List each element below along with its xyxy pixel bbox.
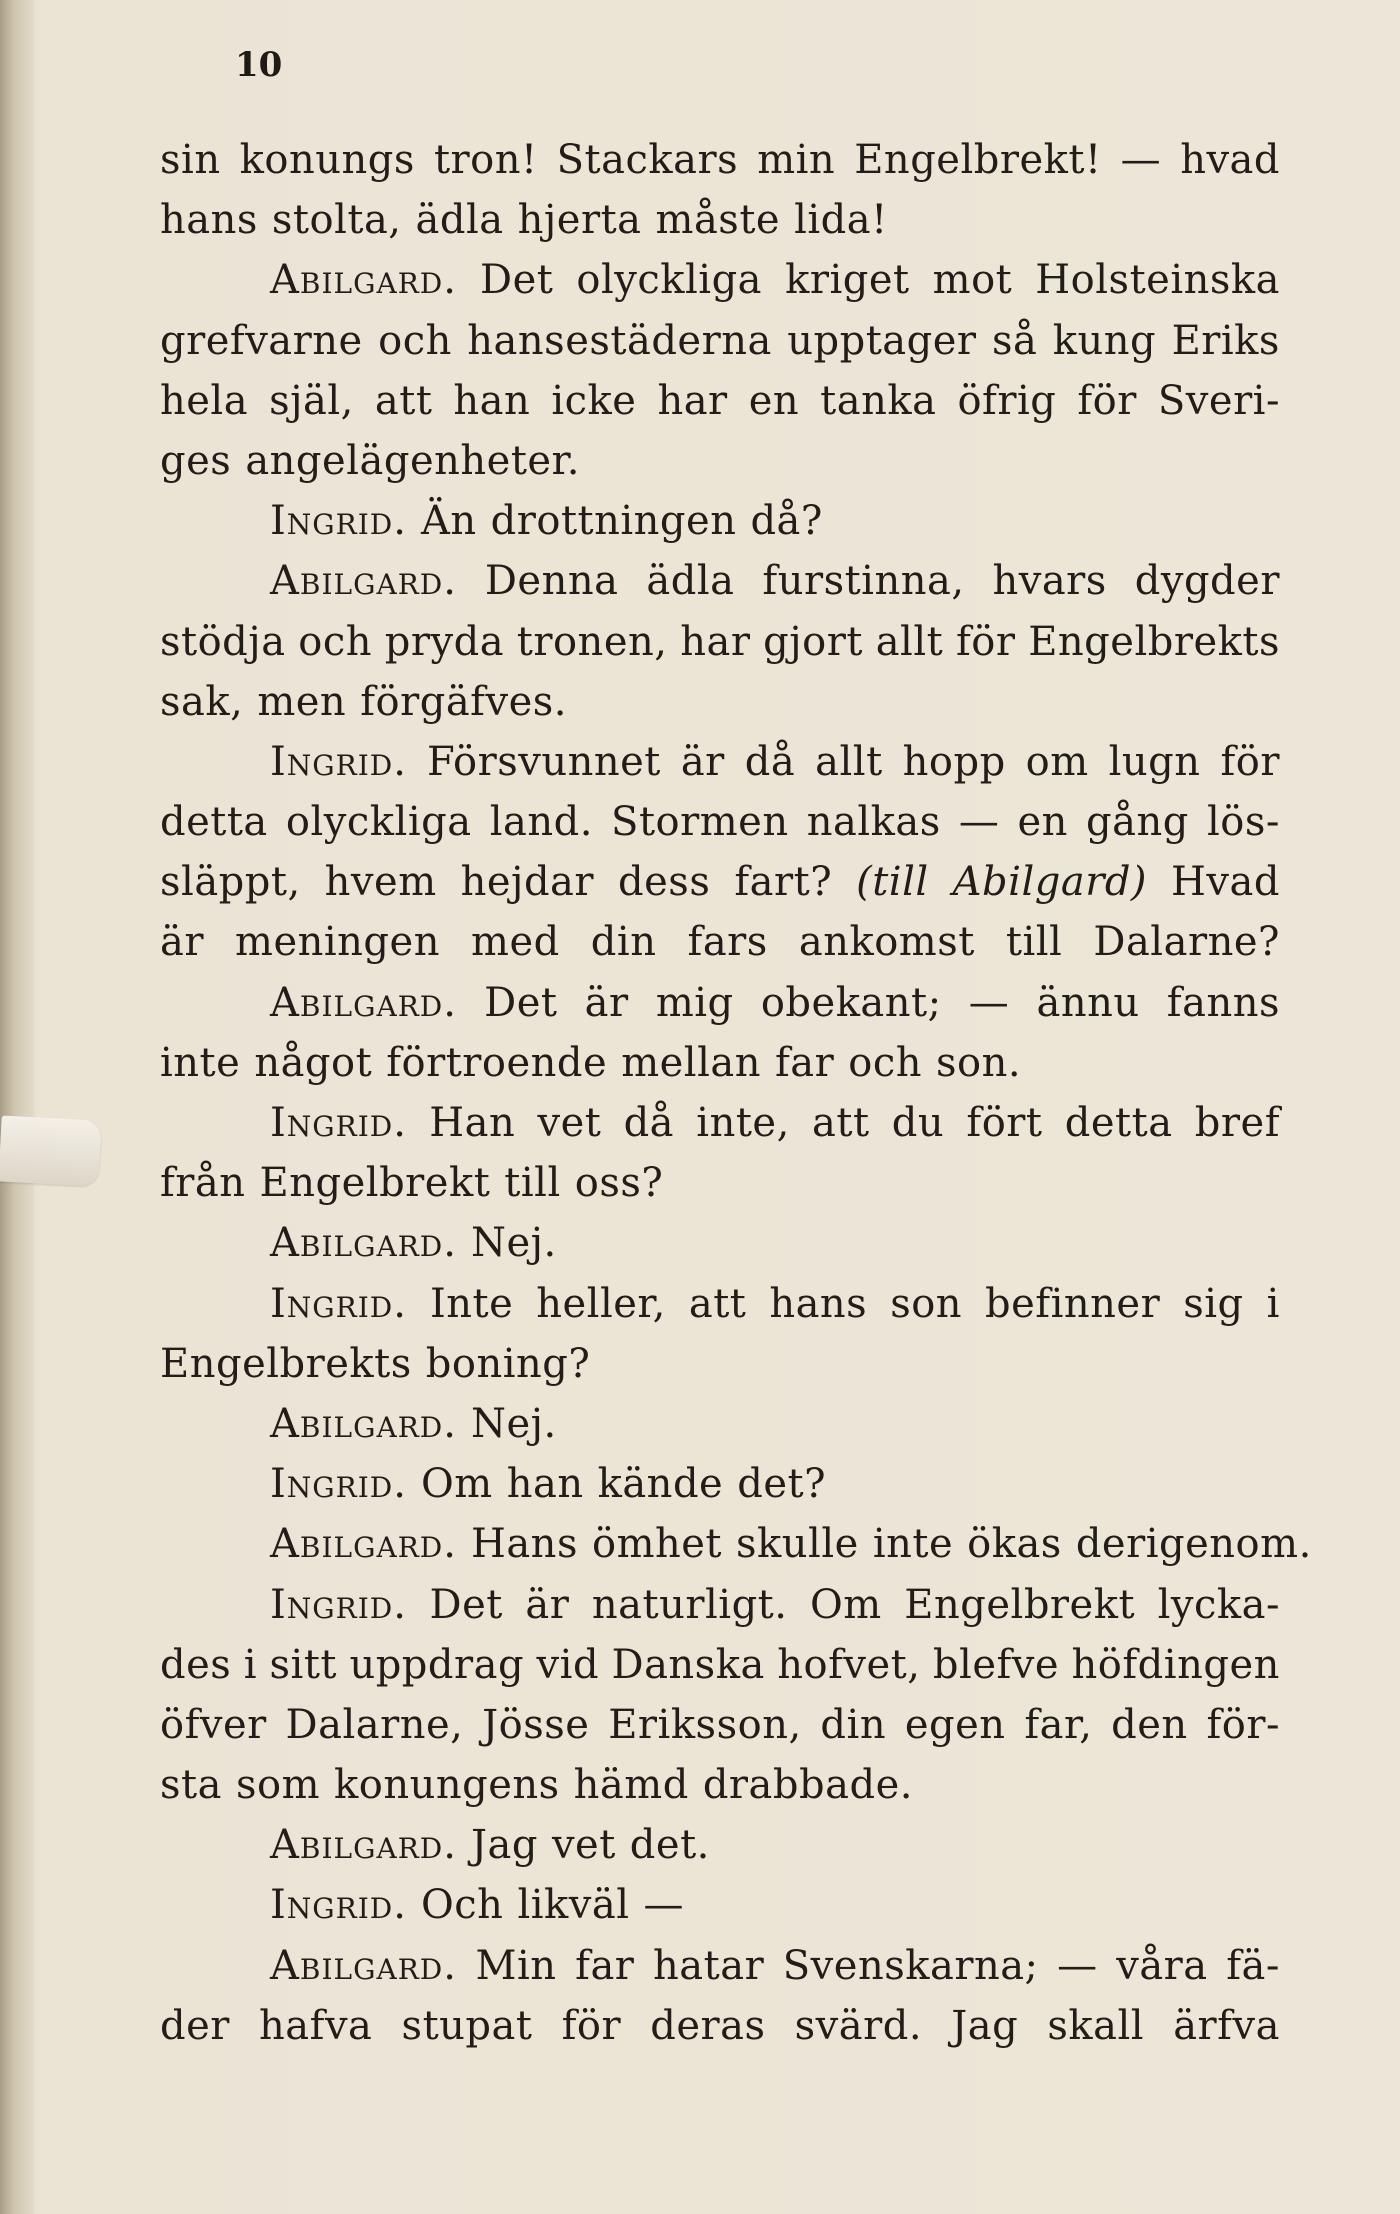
word: hela bbox=[160, 377, 249, 424]
word: fart? bbox=[734, 859, 833, 906]
word: ännu bbox=[1036, 979, 1140, 1026]
word: öfrig bbox=[957, 377, 1057, 424]
word: hejdar bbox=[460, 859, 595, 906]
text-line bbox=[160, 130, 1280, 190]
word: hämd bbox=[573, 1762, 689, 1809]
text-line bbox=[160, 1695, 1280, 1755]
word: bref bbox=[1194, 1100, 1280, 1146]
word: fars bbox=[687, 919, 768, 966]
text-line bbox=[160, 551, 1280, 611]
text-line bbox=[160, 912, 1280, 972]
word: han bbox=[506, 1461, 584, 1508]
word: då? bbox=[750, 498, 823, 545]
text-line bbox=[160, 732, 1280, 792]
word: meningen bbox=[235, 919, 440, 966]
word: höfdingen bbox=[1071, 1641, 1280, 1688]
word: Hans bbox=[470, 1521, 578, 1568]
word: lös- bbox=[1207, 799, 1280, 846]
word: och bbox=[378, 317, 452, 364]
word: gjort bbox=[763, 618, 863, 665]
word: detta bbox=[160, 799, 268, 846]
word: oss? bbox=[574, 1160, 664, 1207]
word: Svenskarna; bbox=[782, 1942, 1039, 1989]
word: Stormen bbox=[611, 799, 789, 846]
word: Engelbrekts bbox=[1028, 618, 1280, 665]
word: Engelbrekt bbox=[904, 1581, 1136, 1628]
word: hans bbox=[769, 1280, 868, 1327]
word: Det bbox=[484, 979, 558, 1026]
binding-tape bbox=[0, 1115, 102, 1186]
word: sta bbox=[160, 1762, 222, 1809]
word: angelägenheter. bbox=[245, 437, 580, 484]
word: hatar bbox=[653, 1942, 765, 1989]
word: hansestäderna bbox=[467, 317, 772, 364]
text-line bbox=[160, 250, 1280, 310]
word: detta bbox=[1064, 1100, 1173, 1146]
word: min bbox=[757, 137, 836, 183]
word: till bbox=[1005, 919, 1063, 966]
word: icke bbox=[551, 377, 637, 424]
word: — bbox=[1120, 137, 1162, 183]
word: obekant; bbox=[760, 979, 942, 1026]
word: hvad bbox=[1180, 137, 1280, 183]
word: en bbox=[1017, 799, 1068, 846]
text-line bbox=[160, 1274, 1280, 1334]
word: då bbox=[623, 1100, 675, 1146]
word: förtroende bbox=[386, 1039, 608, 1086]
speaker-name: Ingrid. bbox=[270, 1280, 407, 1327]
word: egen bbox=[904, 1701, 1006, 1748]
word: har bbox=[657, 377, 728, 424]
word: en bbox=[748, 377, 800, 424]
text-line bbox=[160, 792, 1280, 852]
speaker-name: Abilgard. bbox=[270, 1822, 457, 1869]
word: i bbox=[243, 1641, 258, 1688]
word: inte bbox=[160, 1039, 241, 1086]
word: ökas bbox=[967, 1521, 1062, 1568]
word: ankomst bbox=[798, 919, 975, 966]
word: inte, bbox=[696, 1100, 790, 1146]
word: Jag bbox=[470, 1822, 538, 1869]
word: naturligt. bbox=[591, 1581, 788, 1628]
word: drabbade. bbox=[702, 1762, 913, 1809]
word: dess bbox=[618, 859, 711, 906]
word: inte bbox=[872, 1521, 954, 1568]
word: för bbox=[955, 618, 1016, 665]
word: själ, bbox=[269, 377, 354, 424]
word: förgäfves. bbox=[360, 678, 567, 725]
word: kung bbox=[1052, 317, 1157, 364]
word: befinner bbox=[985, 1280, 1161, 1327]
word: heller, bbox=[536, 1280, 666, 1327]
word: skall bbox=[1047, 2002, 1145, 2049]
word: Sveri- bbox=[1157, 377, 1280, 424]
word: pryda bbox=[384, 618, 505, 665]
word: är bbox=[160, 919, 204, 966]
text-line bbox=[160, 190, 1280, 250]
word: Han bbox=[429, 1100, 516, 1146]
word: son bbox=[890, 1280, 963, 1327]
word: hafva bbox=[259, 2002, 373, 2049]
word: hvars bbox=[992, 558, 1107, 605]
word: Danska bbox=[611, 1641, 765, 1688]
word: Engelbrekt bbox=[259, 1160, 491, 1207]
word: fört bbox=[966, 1100, 1043, 1146]
text-line bbox=[160, 1514, 1312, 1574]
word: boning? bbox=[425, 1340, 591, 1387]
word: vet bbox=[551, 1822, 616, 1869]
word: sak, bbox=[160, 678, 244, 725]
word: att bbox=[812, 1100, 870, 1146]
word: om bbox=[1025, 738, 1089, 785]
word: Eriksson, bbox=[608, 1701, 802, 1748]
text-line bbox=[160, 1213, 1280, 1273]
text-line bbox=[160, 1033, 1280, 1093]
text-line bbox=[160, 1334, 1280, 1394]
word: ömhet bbox=[591, 1521, 723, 1568]
text-line bbox=[160, 1755, 1280, 1815]
word: der bbox=[160, 2002, 230, 2049]
word: svärd. bbox=[794, 2002, 923, 2049]
word: hvem bbox=[324, 859, 437, 906]
word: — bbox=[643, 1882, 685, 1929]
word: far, bbox=[1024, 1701, 1093, 1748]
word: vet bbox=[537, 1100, 602, 1146]
body-text bbox=[160, 130, 1312, 2056]
speaker-name: Ingrid. bbox=[270, 1882, 407, 1929]
speaker-name: Abilgard. bbox=[270, 558, 457, 605]
word: att bbox=[374, 377, 433, 424]
word: Min bbox=[475, 1942, 557, 1989]
word: — bbox=[968, 979, 1010, 1026]
word: våra bbox=[1116, 1942, 1208, 1989]
word: som bbox=[235, 1762, 320, 1809]
word: för bbox=[561, 2002, 622, 2049]
word: mig bbox=[655, 979, 734, 1026]
page-number: 10 bbox=[235, 45, 283, 85]
word: har bbox=[680, 618, 751, 665]
word: Om bbox=[420, 1461, 493, 1508]
word: konungens bbox=[334, 1762, 560, 1809]
word: stödja bbox=[160, 618, 286, 665]
word: hopp bbox=[902, 738, 1006, 785]
text-line bbox=[160, 1875, 1280, 1935]
word: gång bbox=[1086, 799, 1189, 846]
text-line bbox=[160, 852, 1280, 912]
word: dygder bbox=[1134, 558, 1280, 605]
word: far bbox=[774, 1039, 835, 1086]
word: Abilgard) bbox=[952, 859, 1148, 906]
word: du bbox=[891, 1100, 945, 1146]
word: han bbox=[453, 377, 531, 424]
word: Det bbox=[429, 1581, 503, 1628]
word: lida! bbox=[794, 197, 888, 244]
text-line bbox=[160, 491, 1280, 551]
word: för bbox=[1077, 377, 1137, 424]
speaker-name: Abilgard. bbox=[270, 1521, 457, 1568]
word: Engelbrekt! bbox=[854, 137, 1102, 183]
word: fanns bbox=[1166, 979, 1280, 1026]
word: till bbox=[504, 1160, 561, 1207]
text-line bbox=[160, 1394, 1280, 1454]
word: med bbox=[471, 919, 560, 966]
word: lycka- bbox=[1157, 1581, 1280, 1628]
speaker-name: Abilgard. bbox=[270, 257, 457, 304]
word: så bbox=[991, 317, 1038, 364]
word: likväl bbox=[517, 1882, 630, 1929]
word: uppdrag bbox=[349, 1641, 525, 1688]
word: lugn bbox=[1108, 738, 1201, 785]
word: ges bbox=[160, 437, 232, 484]
word: öfver bbox=[160, 1701, 267, 1748]
word: hans bbox=[160, 197, 258, 244]
text-line bbox=[160, 1153, 1280, 1213]
word: tron! bbox=[433, 137, 538, 183]
word: blefve bbox=[932, 1641, 1060, 1688]
word: Och bbox=[420, 1882, 504, 1929]
word: Jösse bbox=[482, 1701, 590, 1748]
word: land. bbox=[489, 799, 593, 846]
word: hjerta bbox=[517, 197, 642, 244]
word: upptager bbox=[787, 317, 977, 364]
word: att bbox=[688, 1280, 747, 1327]
word: drottningen bbox=[490, 498, 737, 545]
word: furstinna, bbox=[762, 558, 965, 605]
word: Det bbox=[480, 257, 554, 304]
word: stolta, bbox=[271, 197, 402, 244]
word: derigenom. bbox=[1075, 1521, 1312, 1568]
word: kände bbox=[597, 1461, 724, 1508]
word: Engelbrekts bbox=[160, 1340, 412, 1387]
word: Denna bbox=[484, 558, 619, 605]
word: är bbox=[584, 979, 629, 1026]
speaker-name: Abilgard. bbox=[270, 979, 457, 1026]
word: deras bbox=[650, 2002, 766, 2049]
speaker-name: Ingrid. bbox=[270, 1461, 407, 1508]
speaker-name: Ingrid. bbox=[270, 1581, 407, 1628]
word: kriget bbox=[785, 257, 910, 304]
text-line bbox=[160, 1575, 1280, 1635]
word: är bbox=[525, 1581, 570, 1628]
word: något bbox=[254, 1039, 373, 1086]
word: för bbox=[1220, 738, 1280, 785]
word: ädla bbox=[415, 197, 504, 244]
word: olyckliga bbox=[576, 257, 763, 304]
text-line bbox=[160, 973, 1280, 1033]
word: Jag bbox=[951, 2002, 1019, 2049]
word: men bbox=[257, 678, 347, 725]
word: hofvet, bbox=[777, 1641, 921, 1688]
word: sin bbox=[160, 137, 221, 183]
word: Dalarne? bbox=[1093, 919, 1280, 966]
text-line bbox=[160, 672, 1280, 732]
word: ädla bbox=[646, 558, 735, 605]
word: det? bbox=[737, 1461, 827, 1508]
word: — bbox=[1057, 1942, 1098, 1989]
word: grefvarne bbox=[160, 317, 363, 364]
text-line bbox=[160, 1996, 1280, 2056]
word: det. bbox=[629, 1822, 710, 1869]
text-line bbox=[160, 371, 1280, 431]
word: tronen, bbox=[516, 618, 668, 665]
speaker-name: Ingrid. bbox=[270, 498, 407, 545]
word: ärfva bbox=[1173, 2002, 1280, 2049]
text-line bbox=[160, 311, 1280, 371]
word: Nej. bbox=[470, 1400, 557, 1447]
word: — bbox=[958, 799, 1000, 846]
text-line bbox=[160, 1093, 1280, 1153]
word: allt bbox=[875, 618, 944, 665]
word: är bbox=[680, 738, 725, 785]
speaker-name: Abilgard. bbox=[270, 1942, 457, 1989]
word: då bbox=[744, 738, 796, 785]
word: din bbox=[590, 919, 657, 966]
word: Holsteinska bbox=[1035, 257, 1280, 304]
text-line bbox=[160, 1815, 1280, 1875]
text-line bbox=[160, 1454, 1280, 1514]
text-line bbox=[160, 1936, 1280, 1996]
word: allt bbox=[815, 738, 883, 785]
word: och bbox=[298, 618, 373, 665]
speaker-name: Ingrid. bbox=[270, 1100, 407, 1146]
word: mellan bbox=[621, 1039, 761, 1086]
text-line bbox=[160, 1635, 1280, 1695]
word: des bbox=[160, 1641, 232, 1688]
word: Inte bbox=[429, 1280, 514, 1327]
word: släppt, bbox=[160, 859, 301, 906]
word: mot bbox=[932, 257, 1013, 304]
word: Om bbox=[810, 1581, 882, 1628]
word: olyckliga bbox=[285, 799, 472, 846]
word: sig bbox=[1183, 1280, 1244, 1327]
word: Hvad bbox=[1171, 859, 1280, 906]
word: för- bbox=[1206, 1701, 1280, 1748]
word: och bbox=[848, 1039, 923, 1086]
word: skulle bbox=[736, 1521, 859, 1568]
book-spine bbox=[0, 0, 34, 2214]
word: stupat bbox=[401, 2002, 533, 2049]
word: den bbox=[1111, 1701, 1188, 1748]
word: Eriks bbox=[1171, 317, 1280, 364]
word: son. bbox=[936, 1039, 1022, 1086]
word: (till bbox=[856, 859, 929, 906]
word: Nej. bbox=[470, 1220, 557, 1267]
word: far bbox=[575, 1942, 635, 1989]
word: Än bbox=[420, 498, 477, 545]
word: tanka bbox=[820, 377, 937, 424]
speaker-name: Abilgard. bbox=[270, 1400, 457, 1447]
word: din bbox=[820, 1701, 887, 1748]
word: från bbox=[160, 1160, 246, 1207]
word: måste bbox=[655, 197, 781, 244]
text-line bbox=[160, 431, 1280, 491]
word: Försvunnet bbox=[426, 738, 661, 785]
word: vid bbox=[536, 1641, 600, 1688]
word: sitt bbox=[269, 1641, 337, 1688]
word: konungs bbox=[239, 137, 415, 183]
text-line bbox=[160, 612, 1280, 672]
word: i bbox=[1266, 1280, 1280, 1327]
word: Stackars bbox=[556, 137, 739, 183]
word: Dalarne, bbox=[285, 1701, 464, 1748]
speaker-name: Abilgard. bbox=[270, 1220, 457, 1267]
word: fä- bbox=[1226, 1942, 1280, 1989]
word: nalkas bbox=[806, 799, 941, 846]
speaker-name: Ingrid. bbox=[270, 738, 407, 785]
